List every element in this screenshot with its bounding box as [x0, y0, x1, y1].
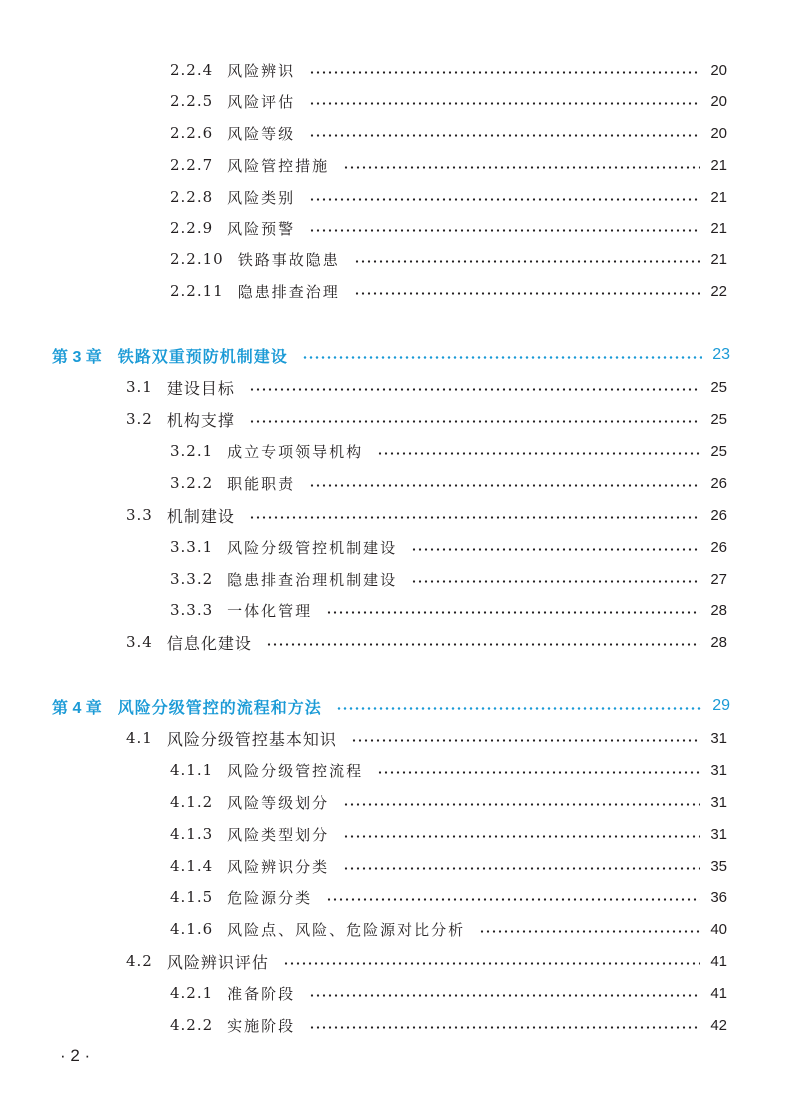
toc-entry-page: 29: [712, 697, 730, 714]
toc-entry-page: 26: [710, 538, 727, 556]
toc-entry-title: 风险点、风险、危险源对比分析: [227, 920, 466, 939]
toc-entry-page: 25: [710, 410, 727, 428]
toc-entry-number: 4.1.3: [170, 825, 214, 843]
toc-entry-page: 35: [710, 857, 727, 875]
dot-leader: [343, 867, 700, 870]
toc-entry-number: 3.3.2: [170, 570, 214, 588]
dot-leader: [377, 452, 700, 455]
toc-entry-page: 40: [710, 920, 727, 938]
toc-entry-number: 3.3.1: [170, 538, 214, 556]
toc-entry-number: 2.2.4: [170, 61, 214, 79]
toc-entry[interactable]: [0, 374, 727, 400]
toc-entry[interactable]: [0, 88, 727, 114]
toc-entry-page: 26: [710, 474, 727, 492]
dot-leader: [354, 292, 701, 295]
toc-entry-page: 31: [710, 793, 727, 811]
toc-entry-number: 2.2.8: [170, 188, 214, 206]
toc-entry[interactable]: [0, 821, 727, 847]
toc-entry-title: 风险辨识: [227, 61, 296, 80]
toc-entry-title: 风险分级管控的流程和方法: [117, 699, 322, 717]
toc-entry-number: 3.2: [126, 410, 153, 428]
toc-entry-number: 3.1: [126, 378, 153, 396]
dot-leader: [411, 580, 700, 583]
toc-entry-number: 3.3.3: [170, 601, 214, 619]
toc-entry[interactable]: [0, 725, 727, 751]
dot-leader: [479, 930, 700, 933]
toc-entry-title: 成立专项领导机构: [227, 442, 364, 461]
toc-entry-number: 3.2.2: [170, 474, 214, 492]
toc-entry-page: 20: [710, 124, 727, 142]
dot-leader: [411, 548, 700, 551]
toc-entry-number: 第 3 章: [52, 348, 102, 366]
toc-entry-title: 风险预警: [227, 219, 296, 238]
dot-leader: [309, 198, 700, 201]
toc-entry-page: 21: [710, 156, 727, 174]
toc-entry-title: 风险类别: [227, 188, 296, 207]
toc-entry-page: 20: [710, 92, 727, 110]
toc-entry-page: 23: [712, 346, 730, 363]
toc-entry-title: 风险评估: [227, 92, 296, 111]
toc-entry-title: 隐患排查治理机制建设: [227, 570, 398, 589]
toc-entry-page: 28: [710, 633, 727, 651]
toc-entry-title: 风险辨识分类: [227, 857, 330, 876]
dot-leader: [309, 229, 700, 232]
dot-leader: [343, 803, 700, 806]
toc-entry-number: 3.4: [126, 633, 153, 651]
toc-entry-title: 危险源分类: [227, 888, 313, 907]
dot-leader: [249, 516, 700, 519]
toc-entry-title: 机制建设: [166, 506, 235, 526]
page-number: · 2 ·: [60, 1046, 91, 1065]
toc-entry-number: 2.2.6: [170, 124, 214, 142]
toc-entry-title: 信息化建设: [166, 633, 252, 653]
toc-entry-number: 4.1.5: [170, 888, 214, 906]
toc-entry-page: 22: [710, 282, 727, 300]
dot-leader: [343, 835, 700, 838]
toc-entry-page: 27: [710, 570, 727, 588]
toc-entry[interactable]: [0, 152, 727, 178]
dot-leader: [309, 994, 700, 997]
dot-leader: [309, 1026, 700, 1029]
toc-entry-page: 31: [710, 825, 727, 843]
toc-entry[interactable]: [0, 597, 727, 623]
toc-entry[interactable]: [0, 246, 727, 272]
toc-entry-title: 风险分级管控机制建设: [227, 538, 398, 557]
toc-entry-number: 2.2.7: [170, 156, 214, 174]
toc-entry-number: 4.2.2: [170, 1016, 214, 1034]
dot-leader: [377, 771, 700, 774]
toc-entry-page: 21: [710, 188, 727, 206]
toc-entry-number: 3.2.1: [170, 442, 214, 460]
toc-entry-page: 41: [710, 984, 727, 1002]
toc-entry-title: 风险分级管控流程: [227, 761, 364, 780]
toc-entry-number: 2.2.10: [170, 250, 224, 268]
toc-entry-number: 3.3: [126, 506, 153, 524]
toc-entry-title: 职能职责: [227, 474, 296, 493]
toc-entry-page: 31: [710, 729, 727, 747]
toc-entry-title: 一体化管理: [227, 601, 313, 620]
toc-entry-number: 4.1.6: [170, 920, 214, 938]
toc-entry-number: 第 4 章: [52, 699, 102, 717]
toc-entry-page: 28: [710, 601, 727, 619]
dot-leader: [309, 71, 700, 74]
dot-leader: [326, 611, 700, 614]
toc-entry-title: 铁路事故隐患: [237, 250, 340, 269]
toc-entry-title: 风险管控措施: [227, 156, 330, 175]
toc-entry-title: 风险类型划分: [227, 825, 330, 844]
toc-chapter-entry[interactable]: [0, 693, 730, 719]
toc-entry[interactable]: [0, 757, 727, 783]
toc-entry-page: 21: [710, 219, 727, 237]
dot-leader: [309, 484, 700, 487]
toc-entry-page: 25: [710, 378, 727, 396]
toc-entry-title: 风险分级管控基本知识: [166, 729, 337, 749]
toc-entry[interactable]: [0, 278, 727, 304]
toc-entry-number: 4.2: [126, 952, 153, 970]
toc-entry-title: 风险等级划分: [227, 793, 330, 812]
toc-entry[interactable]: [0, 884, 727, 910]
toc-entry-title: 隐患排查治理: [237, 282, 340, 301]
toc-entry-title: 机构支撑: [166, 410, 235, 430]
toc-entry-number: 4.1.1: [170, 761, 214, 779]
dot-leader: [351, 739, 700, 742]
toc-entry-page: 26: [710, 506, 727, 524]
toc-entry[interactable]: [0, 470, 727, 496]
dot-leader: [249, 420, 700, 423]
toc-entry-title: 风险辨识评估: [166, 952, 269, 972]
toc-entry[interactable]: [0, 406, 727, 432]
toc-entry-page: 31: [710, 761, 727, 779]
toc-entry-number: 4.2.1: [170, 984, 214, 1002]
toc-entry[interactable]: [0, 215, 727, 241]
dot-leader: [302, 356, 702, 359]
toc-chapter-entry[interactable]: [0, 342, 730, 368]
toc-entry-title: 建设目标: [166, 378, 235, 398]
toc-entry[interactable]: [0, 502, 727, 528]
dot-leader: [266, 643, 700, 646]
toc-entry-number: 4.1.2: [170, 793, 214, 811]
dot-leader: [326, 898, 700, 901]
toc-entry-number: 2.2.5: [170, 92, 214, 110]
toc-entry[interactable]: [0, 980, 727, 1006]
toc-entry-page: 21: [710, 250, 727, 268]
toc-entry[interactable]: [0, 853, 727, 879]
dot-leader: [343, 166, 700, 169]
toc-entry[interactable]: [0, 789, 727, 815]
toc-entry[interactable]: [0, 566, 727, 592]
toc-entry-number: 4.1.4: [170, 857, 214, 875]
toc-entry-page: 42: [710, 1016, 727, 1034]
toc-entry-title: 实施阶段: [227, 1016, 296, 1035]
toc-entry-page: 36: [710, 888, 727, 906]
toc-entry[interactable]: [0, 1012, 727, 1038]
toc-entry-page: 20: [710, 61, 727, 79]
toc-entry-number: 4.1: [126, 729, 153, 747]
toc-entry-page: 41: [710, 952, 727, 970]
toc-entry[interactable]: [0, 184, 727, 210]
toc-entry[interactable]: [0, 629, 727, 655]
toc-entry-page: 25: [710, 442, 727, 460]
toc-entry-title: 风险等级: [227, 124, 296, 143]
dot-leader: [354, 260, 701, 263]
toc-entry-title: 准备阶段: [227, 984, 296, 1003]
dot-leader: [283, 962, 700, 965]
toc-entry-number: 2.2.9: [170, 219, 214, 237]
toc-entry-number: 2.2.11: [170, 282, 224, 300]
toc-entry[interactable]: [0, 57, 727, 83]
dot-leader: [336, 707, 702, 710]
toc-entry[interactable]: [0, 438, 727, 464]
dot-leader: [309, 102, 700, 105]
toc-entry[interactable]: [0, 948, 727, 974]
toc-entry[interactable]: [0, 916, 727, 942]
toc-entry[interactable]: [0, 534, 727, 560]
toc-entry[interactable]: [0, 120, 727, 146]
dot-leader: [249, 388, 700, 391]
toc-entry-title: 铁路双重预防机制建设: [117, 348, 288, 366]
dot-leader: [309, 134, 700, 137]
